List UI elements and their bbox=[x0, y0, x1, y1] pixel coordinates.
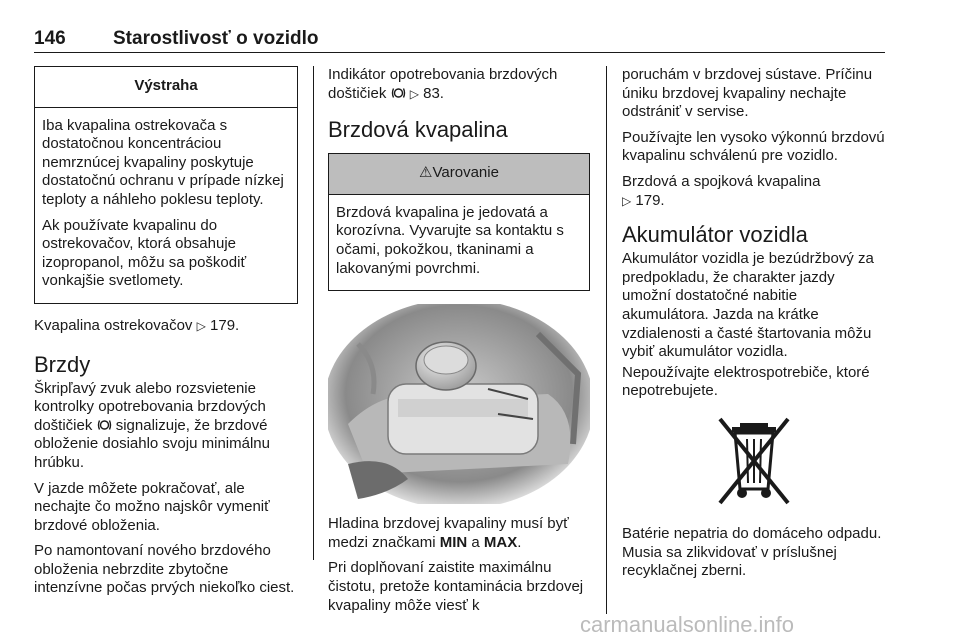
brakes-heading: Brzdy bbox=[34, 351, 91, 377]
page-header-title: Starostlivosť o vozidlo bbox=[113, 28, 319, 49]
brakes-paragraph-2: V jazde môžete pokračovať, ale nechajte čo možno najskôr vymeniť brzdové obloženia. bbox=[34, 479, 270, 534]
washer-fluid-reference: Kvapalina ostrekovačov ▷ 179. bbox=[34, 316, 240, 334]
page-ref-icon[interactable]: ▷ bbox=[409, 86, 419, 101]
brakes-paragraph-3: Po namontovaní nového brzdového obloženia nebrzdite zbytočne intenzívne počas prvých niekoľko ciest. bbox=[34, 542, 295, 597]
brake-wear-indicator-icon bbox=[391, 86, 406, 98]
column-divider-right bbox=[606, 66, 607, 614]
warning-body: Brzdová kvapalina je jedovatá a korozívna. Vyvarujte sa kontaktu s očami, pokožkou, tkaninami a lakovanými povrchmi. bbox=[336, 203, 564, 277]
caution-paragraph-1: Iba kvapalina ostrekovača s dostatočnou koncentráciou nemrznúcej kvapaliny poskytuje dostatočnú ochranu v prípade nízkej teploty a náhleho poklesu teploty. bbox=[42, 116, 284, 208]
warning-box-title: ⚠Varovanie bbox=[329, 154, 589, 195]
page-ref-number[interactable]: 179. bbox=[210, 316, 240, 334]
page-number: 146 bbox=[34, 28, 66, 49]
column-divider-left bbox=[313, 66, 314, 560]
crossed-out-bin-icon bbox=[718, 417, 790, 505]
column-3 bbox=[622, 66, 886, 588]
wear-indicator-reference: Indikátor opotrebovania brzdových doštičiek ▷ 83. bbox=[328, 66, 558, 102]
leak-paragraph: poruchám v brzdovej sústave. Príčinu úniku brzdovej kvapaliny nechajte odstrániť v servise. bbox=[622, 66, 873, 121]
battery-paragraph-2: Nepoužívajte elektrospotrebiče, ktoré nepotrebujete. bbox=[622, 363, 870, 400]
header-rule bbox=[34, 52, 885, 53]
page-ref-number[interactable]: 179. bbox=[635, 191, 665, 209]
brake-fluid-reservoir-image bbox=[328, 304, 590, 504]
refill-paragraph: Pri doplňovaní zaistite maximálnu čistotu, pretože kontaminácia brzdovej kvapaliny môže viesť k bbox=[328, 559, 584, 614]
brake-wear-indicator-icon bbox=[97, 418, 112, 430]
brake-clutch-reference: Brzdová a spojková kvapalina ▷ 179. bbox=[622, 172, 821, 209]
fluid-type-paragraph: Používajte len vysoko výkonnú brzdovú kvapalinu schválenú pre vozidlo. bbox=[622, 128, 885, 165]
brake-fluid-heading: Brzdová kvapalina bbox=[328, 117, 508, 143]
column-1 bbox=[34, 66, 298, 605]
column-2 bbox=[328, 66, 590, 622]
min-mark: MIN bbox=[439, 533, 468, 551]
caution-box-title: Výstraha bbox=[35, 67, 297, 108]
page-ref-icon[interactable]: ▷ bbox=[622, 193, 632, 208]
max-mark: MAX bbox=[483, 533, 518, 551]
page-ref-icon[interactable]: ▷ bbox=[196, 318, 206, 333]
battery-paragraph-1: Akumulátor vozidla je bezúdržbový za predpokladu, že charakter jazdy umožní dostatočné nabitie akumulátora. Jazda na krátke vzdialenosti a časté štartovania môžu vybiť akumulátor vozidla. bbox=[622, 250, 874, 361]
brakes-paragraph-1: Škripľavý zvuk alebo rozsvietenie kontrolky opotrebovania brzdových doštičiek signalizuje, že brzdové obloženie dosiahlo svoju minimálnu hrúbku. bbox=[34, 379, 270, 471]
battery-heading: Akumulátor vozidla bbox=[622, 222, 808, 248]
warning-triangle-icon: ⚠ bbox=[419, 164, 433, 182]
caution-box bbox=[34, 66, 298, 304]
fluid-level-paragraph: Hladina brzdovej kvapaliny musí byť medzi značkami MIN a MAX. bbox=[328, 515, 569, 551]
disposal-paragraph: Batérie nepatria do domáceho odpadu. Musia sa zlikvidovať v príslušnej recyklačnej zberni. bbox=[622, 524, 882, 580]
warning-box bbox=[328, 153, 590, 291]
page-ref-number[interactable]: 83. bbox=[423, 84, 444, 102]
watermark: carmanualsonline.info bbox=[580, 612, 795, 637]
caution-paragraph-2: Ak používate kvapalinu do ostrekovačov, ktorá obsahuje izopropanol, môžu sa poškodiť vonkajšie svetlomety. bbox=[42, 216, 247, 290]
